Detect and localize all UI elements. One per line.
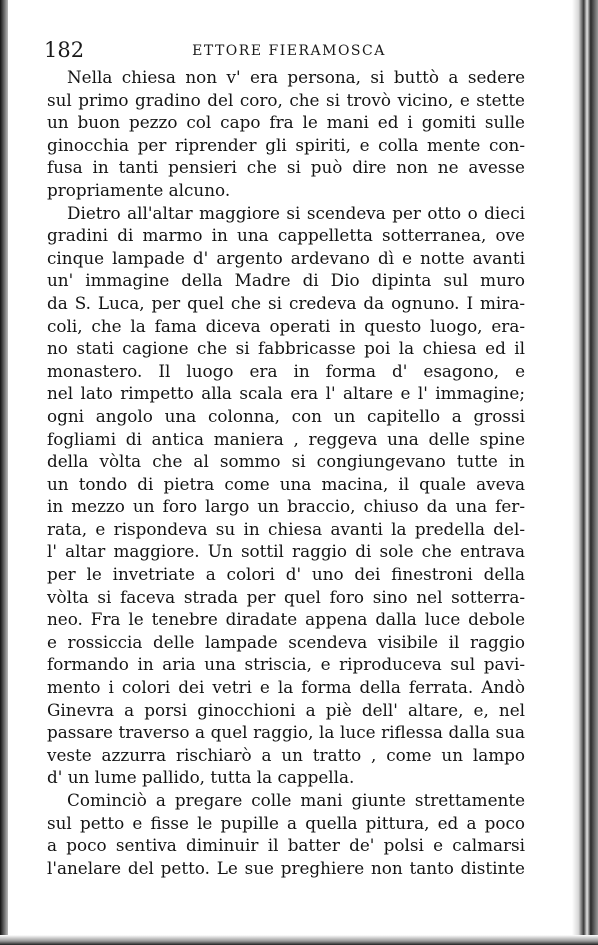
page-number: 182 bbox=[44, 38, 85, 62]
text-line: da S. Luca, per quel che si credeva da ognuno. I mira- bbox=[47, 292, 525, 313]
text-line: ogni angolo una colonna, con un capitello a grossi bbox=[47, 405, 525, 426]
text-line: cinque lampade d' argento ardevano dì e notte avanti bbox=[47, 247, 525, 268]
text-line: sul primo gradino del coro, che si trovò vicino, e stette bbox=[47, 89, 525, 110]
text-line: l'anelare del petto. Le sue preghiere non tanto distinte bbox=[47, 857, 525, 878]
text-line: passare traverso a quel raggio, la luce riflessa dalla sua bbox=[47, 722, 525, 743]
text-line: nel lato rimpetto alla scala era l' altare e l' immagine; bbox=[47, 383, 525, 404]
text-line: e rossiccia delle lampade scendeva visibile il raggio bbox=[47, 631, 525, 652]
text-line: ginocchia per riprender gli spiriti, e colla mente con- bbox=[47, 134, 525, 155]
text-line: fusa in tanti pensieri che si può dire non ne avesse bbox=[47, 157, 525, 178]
text-line: formando in aria una striscia, e riproduceva sul pavi- bbox=[47, 654, 525, 675]
page-edge-right bbox=[572, 0, 598, 945]
text-line: sul petto e fisse le pupille a quella pittura, ed a poco bbox=[47, 812, 525, 833]
text-line: un tondo di pietra come una macina, il quale aveva bbox=[47, 473, 525, 494]
text-line: neo. Fra le tenebre diradate appena dalla luce debole bbox=[47, 609, 525, 630]
text-line: Nella chiesa non v' era persona, si buttò a sedere bbox=[67, 67, 525, 87]
text-line: un' immagine della Madre di Dio dipinta sul muro bbox=[47, 270, 525, 291]
text-line: veste azzurra rischiarò a un tratto , come un lampo bbox=[47, 744, 525, 765]
text-line: l' altar maggiore. Un sottil raggio di sole che entrava bbox=[47, 541, 525, 562]
text-line: a poco sentiva diminuir il batter de' polsi e calmarsi bbox=[47, 835, 525, 856]
body-text bbox=[47, 66, 525, 879]
page-edge-bottom bbox=[0, 935, 598, 945]
text-line: per le invetriate a colori d' uno dei finestroni della bbox=[47, 564, 525, 585]
text-line: rata, e rispondeva su in chiesa avanti la predella del- bbox=[47, 518, 525, 539]
text-line: monastero. Il luogo era in forma d' esagono, e bbox=[47, 360, 525, 381]
text-line: coli, che la fama diceva operati in questo luogo, era- bbox=[47, 315, 525, 336]
text-line: propriamente alcuno. bbox=[47, 179, 231, 200]
text-line: vòlta si faceva strada per quel foro sino nel sotterra- bbox=[47, 586, 525, 607]
text-line: Dietro all'altar maggiore si scendeva per otto o dieci bbox=[67, 202, 525, 223]
text-line: d' un lume pallido, tutta la cappella. bbox=[47, 767, 355, 788]
page-spine-shadow bbox=[0, 0, 8, 945]
text-line: gradini di marmo in una cappelletta sotterranea, ove bbox=[47, 225, 525, 246]
text-line: Ginevra a porsi ginocchioni a piè dell' altare, e, nel bbox=[47, 699, 525, 720]
text-line: un buon pezzo col capo fra le mani ed i gomiti sulle bbox=[47, 112, 525, 133]
text-line: mento i colori dei vetri e la forma della ferrata. Andò bbox=[47, 677, 525, 698]
text-line: fogliami di antica maniera , reggeva una delle spine bbox=[47, 428, 525, 449]
text-line: della vòlta che al sommo si congiungevano tutte in bbox=[47, 451, 525, 472]
text-line: in mezzo un foro largo un braccio, chiuso da una fer- bbox=[47, 496, 525, 517]
running-title: ETTORE FIERAMOSCA bbox=[192, 43, 386, 59]
page-header bbox=[44, 38, 534, 64]
text-line: Cominciò a pregare colle mani giunte strettamente bbox=[67, 790, 525, 810]
text-line: no stati cagione che si fabbricasse poi la chiesa ed il bbox=[47, 338, 525, 359]
